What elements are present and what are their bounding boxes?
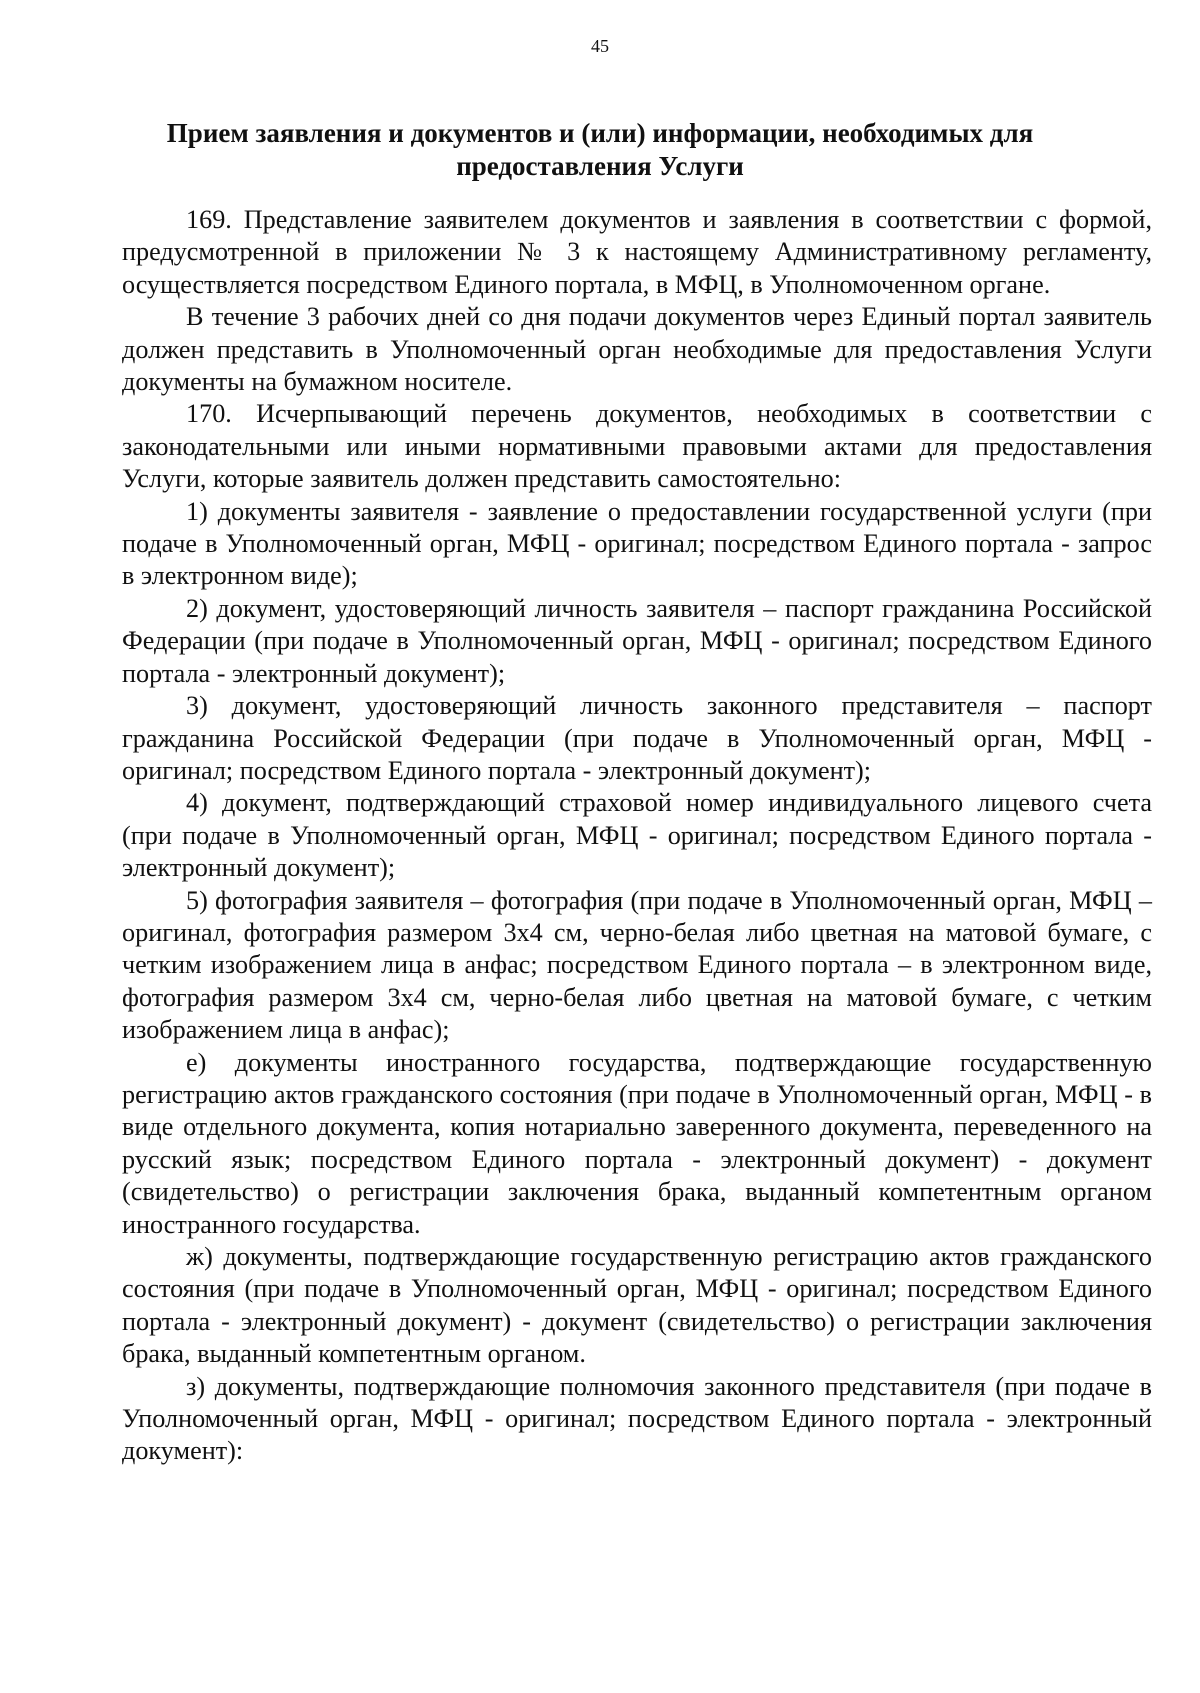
list-item-z: з) документы, подтверждающие полномочия законного представителя (при подаче в Уполномоченный орган, МФЦ - оригинал; посредством Единого портала - электронный документ):: [122, 1371, 1152, 1466]
paragraph-deadline: В течение 3 рабочих дней со дня подачи документов через Единый портал заявитель должен представить в Уполномоченный орган необходимые для предоставления Услуги документы на бумажном носителе.: [122, 302, 1152, 397]
list-item-1: 1) документы заявителя - заявление о предоставлении государственной услуги (при подаче в Уполномоченный орган, МФЦ - оригинал; посредством Единого портала - запрос в электронном виде);: [122, 496, 1152, 591]
paragraph-169: 169. Представление заявителем документов и заявления в соответствии с формой, предусмотренной в приложении № 3 к настоящему Административному регламенту, осуществляется посредством Единого портала, в МФЦ, в Уполномоченном органе.: [122, 205, 1152, 299]
list-item-4: 4) документ, подтверждающий страховой номер индивидуального лицевого счета (при подаче в Уполномоченный орган, МФЦ - оригинал; посредством Единого портала - электронный документ);: [122, 788, 1152, 883]
list-item-e: е) документы иностранного государства, подтверждающие государственную регистрацию актов гражданского состояния (при подаче в Уполномоченный орган, МФЦ - в виде отдельного документа, копия нотариально заверенного документа, переведенного на русский язык; посредством Единого портала - электронный документ) - документ (свидетельство) о регистрации заключения брака, выданный компетентным органом иностранного государства.: [122, 1047, 1152, 1239]
list-item-2: 2) документ, удостоверяющий личность заявителя – паспорт гражданина Российской Федерации (при подаче в Уполномоченный орган, МФЦ - оригинал; посредством Единого портала - электронный документ);: [122, 593, 1152, 688]
paragraph-170: 170. Исчерпывающий перечень документов, необходимых в соответствии с законодательными или иными нормативными правовыми актами для предоставления Услуги, которые заявитель должен представить самостоятельно:: [122, 399, 1152, 494]
list-item-zh: ж) документы, подтверждающие государственную регистрацию актов гражданского состояния (при подаче в Уполномоченный орган, МФЦ - оригинал; посредством Единого портала - электронный документ) - документ (свидетельство) о регистрации заключения брака, выданный компетентным органом.: [122, 1242, 1152, 1369]
section-heading: Прием заявления и документов и (или) информации, необходимых для предоставления Услуги: [166, 118, 1034, 181]
document-body: [122, 204, 1152, 1468]
page-number: 45: [591, 36, 609, 56]
list-item-3: 3) документ, удостоверяющий личность законного представителя – паспорт гражданина Российской Федерации (при подаче в Уполномоченный орган, МФЦ - оригинал; посредством Единого портала - электронный документ);: [122, 691, 1152, 785]
list-item-5: 5) фотография заявителя – фотография (при подаче в Уполномоченный орган, МФЦ – оригинал, фотография размером 3х4 см, черно-белая либо цветная на матовой бумаге, с четким изображением лица в анфас; посредством Единого портала – в электронном виде, фотография размером 3х4 см, черно-белая либо цветная на матовой бумаге, с четким изображением лица в анфас);: [122, 885, 1152, 1045]
